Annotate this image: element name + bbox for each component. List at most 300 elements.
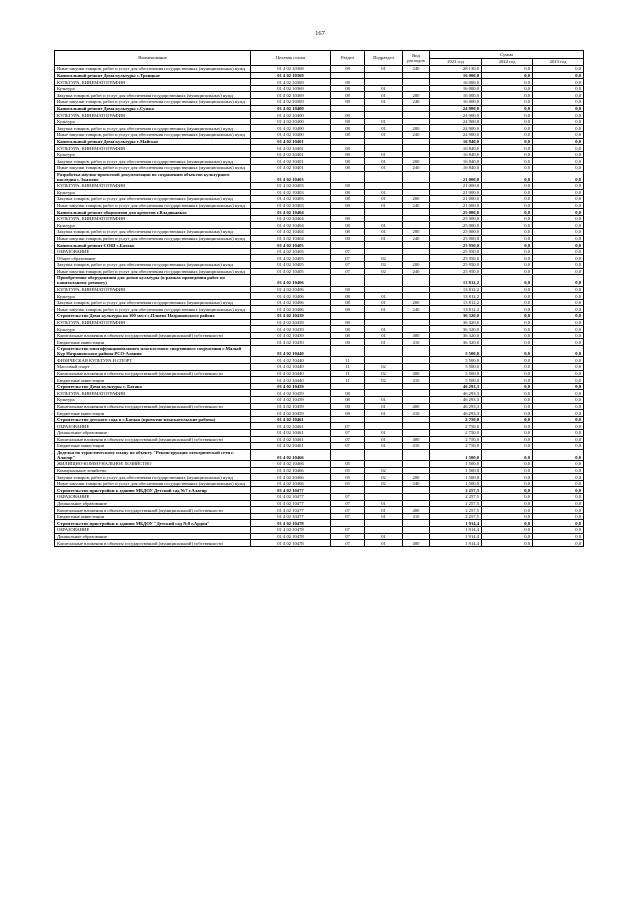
row-name: Капитальные вложения в объекты государственной (муниципальной) собственности: [55, 403, 251, 410]
row-name: Закупка товаров, работ и услуг для обеспечения государственных (муниципальных) нужд: [55, 299, 251, 306]
row-sum-2021: 5 500,0: [430, 345, 482, 356]
row-sum-2022: 0,0: [482, 262, 533, 269]
table-row: [55, 449, 584, 460]
row-name: Закупка товаров, работ и услуг для обеспечения государственных (муниципальных) нужд: [55, 474, 251, 481]
row-section: 11: [331, 357, 365, 364]
row-name: Строительство Дома культуры с. Батако: [55, 383, 251, 390]
row-name: ФИЗИЧЕСКАЯ КУЛЬТУРА И СПОРТ: [55, 357, 251, 364]
row-sum-2021: 36 320,0: [430, 313, 482, 320]
row-code: 01 4 02 10461: [251, 436, 331, 443]
budget-table: [54, 50, 584, 547]
row-code: 01 4 02 10406: [251, 275, 331, 286]
row-subsection: [365, 79, 403, 86]
table-row: [55, 461, 584, 468]
row-sum-2022: 0,0: [482, 79, 533, 86]
row-section: 08: [331, 319, 365, 326]
row-sum-2021: 25 000,0: [430, 235, 482, 242]
row-subsection: 01: [365, 196, 403, 203]
table-row: [55, 98, 584, 105]
row-sum-2022: 0,0: [482, 533, 533, 540]
row-expense-type: [403, 423, 430, 430]
header-name: Наименование: [55, 51, 251, 66]
row-expense-type: 200: [403, 196, 430, 203]
row-code: 01 4 02 10440: [251, 377, 331, 384]
row-sum-2021: 16 000,0: [430, 72, 482, 79]
row-section: 08: [331, 196, 365, 203]
row-section: 08: [331, 215, 365, 222]
row-sum-2023: 0,0: [533, 319, 584, 326]
row-code: 01 4 02 10401: [251, 164, 331, 171]
row-sum-2023: 0,0: [533, 235, 584, 242]
row-subsection: 01: [365, 229, 403, 236]
row-sum-2023: 0,0: [533, 313, 584, 320]
row-subsection: [365, 171, 403, 182]
row-sum-2021: 25 950,0: [430, 268, 482, 275]
table-row: [55, 189, 584, 196]
table-row: [55, 85, 584, 92]
row-sum-2023: 0,0: [533, 248, 584, 255]
row-sum-2023: 0,0: [533, 326, 584, 333]
row-sum-2023: 0,0: [533, 158, 584, 165]
row-code: 01 4 02 10406: [251, 286, 331, 293]
row-sum-2023: 0,0: [533, 461, 584, 468]
row-subsection: [365, 182, 403, 189]
row-sum-2023: 0,0: [533, 164, 584, 171]
row-sum-2022: 0,0: [482, 326, 533, 333]
row-section: 07: [331, 436, 365, 443]
row-name: Культура: [55, 85, 251, 92]
row-name: КУЛЬТУРА, КИНЕМАТОГРАФИЯ: [55, 390, 251, 397]
row-subsection: [365, 461, 403, 468]
row-expense-type: [403, 520, 430, 527]
header-year-2023: 2023 год: [533, 59, 584, 66]
row-subsection: [365, 416, 403, 423]
table-row: [55, 403, 584, 410]
row-code: 01 4 02 10400: [251, 118, 331, 125]
row-name: Культура: [55, 118, 251, 125]
row-expense-type: [403, 416, 430, 423]
row-sum-2022: 0,0: [482, 235, 533, 242]
row-sum-2023: 0,0: [533, 293, 584, 300]
header-code: Целевая статья: [251, 51, 331, 66]
row-sum-2021: 25 950,0: [430, 262, 482, 269]
row-name: Коммунальное хозяйство: [55, 467, 251, 474]
row-name: Капитальный ремонт Дома культуры с.Сунжа: [55, 105, 251, 112]
row-section: 08: [331, 229, 365, 236]
table-row: [55, 131, 584, 138]
row-sum-2022: 0,0: [482, 363, 533, 370]
row-sum-2021: 1 914,4: [430, 527, 482, 534]
table-row: [55, 494, 584, 501]
table-row: [55, 112, 584, 119]
row-sum-2023: 0,0: [533, 494, 584, 501]
row-name: КУЛЬТУРА, КИНЕМАТОГРАФИЯ: [55, 319, 251, 326]
row-sum-2022: 0,0: [482, 222, 533, 229]
row-sum-2023: 0,0: [533, 145, 584, 152]
row-sum-2022: 0,0: [482, 467, 533, 474]
row-expense-type: [403, 112, 430, 119]
table-row: [55, 423, 584, 430]
row-name: Иные закупки товаров, работ и услуг для обеспечения государственных (муниципальных) нужд: [55, 98, 251, 105]
row-sum-2021: 5 500,0: [430, 357, 482, 364]
row-subsection: [365, 319, 403, 326]
row-code: 01 4 02 10369: [251, 92, 331, 99]
table-row: [55, 79, 584, 86]
table-row: [55, 182, 584, 189]
row-sum-2022: 0,0: [482, 85, 533, 92]
row-subsection: [365, 449, 403, 460]
row-sum-2023: 0,0: [533, 436, 584, 443]
row-sum-2022: 0,0: [482, 507, 533, 514]
row-code: 01 4 02 10459: [251, 396, 331, 403]
row-sum-2022: 0,0: [482, 98, 533, 105]
row-sum-2022: 0,0: [482, 112, 533, 119]
row-code: 01 4 02 10400: [251, 125, 331, 132]
row-subsection: 02: [365, 370, 403, 377]
row-code: 01 4 02 10369: [251, 85, 331, 92]
table-row: [55, 202, 584, 209]
row-sum-2022: 0,0: [482, 66, 533, 73]
row-section: 08: [331, 79, 365, 86]
row-code: 01 4 02 10461: [251, 423, 331, 430]
row-code: 01 4 02 10406: [251, 306, 331, 313]
row-code: 01 4 02 10404: [251, 235, 331, 242]
row-expense-type: 240: [403, 164, 430, 171]
row-section: 07: [331, 513, 365, 520]
row-section: 07: [331, 268, 365, 275]
table-row: [55, 507, 584, 514]
row-section: 08: [331, 158, 365, 165]
row-sum-2023: 0,0: [533, 275, 584, 286]
row-sum-2021: 13 812,2: [430, 299, 482, 306]
row-sum-2022: 0,0: [482, 118, 533, 125]
table-row: [55, 313, 584, 320]
row-subsection: [365, 72, 403, 79]
row-expense-type: [403, 105, 430, 112]
page-number: 167: [315, 30, 325, 37]
row-section: 08: [331, 182, 365, 189]
table-row: [55, 235, 584, 242]
row-expense-type: [403, 138, 430, 145]
row-sum-2023: 0,0: [533, 202, 584, 209]
row-sum-2023: 0,0: [533, 403, 584, 410]
row-expense-type: [403, 467, 430, 474]
row-section: 08: [331, 293, 365, 300]
row-name: Закупка товаров, работ и услуг для обеспечения государственных (муниципальных) нужд: [55, 158, 251, 165]
row-sum-2022: 0,0: [482, 474, 533, 481]
row-subsection: 02: [365, 467, 403, 474]
row-code: 01 4 02 10477: [251, 500, 331, 507]
row-subsection: 01: [365, 306, 403, 313]
row-sum-2022: 0,0: [482, 255, 533, 262]
row-sum-2021: 2 257,5: [430, 513, 482, 520]
row-expense-type: [403, 209, 430, 216]
row-section: [331, 416, 365, 423]
row-subsection: 01: [365, 326, 403, 333]
table-row: [55, 268, 584, 275]
row-section: 08: [331, 125, 365, 132]
row-subsection: [365, 527, 403, 534]
row-code: 01 4 02 10459: [251, 403, 331, 410]
table-row: [55, 390, 584, 397]
row-sum-2021: 16 000,0: [430, 98, 482, 105]
header-expense-type: Вид расходов: [403, 51, 430, 66]
row-section: [331, 275, 365, 286]
row-name: Капитальный ремонт СОШ с.Батако: [55, 242, 251, 249]
row-subsection: 02: [365, 262, 403, 269]
row-name: Бюджетные инвестиции: [55, 410, 251, 417]
row-name: Закупка товаров, работ и услуг для обеспечения государственных (муниципальных) нужд: [55, 92, 251, 99]
row-name: Строительство пристройки к зданию МБДОУ Детский сад №7 г.Алагир: [55, 487, 251, 494]
row-sum-2023: 0,0: [533, 443, 584, 450]
table-row: [55, 164, 584, 171]
row-sum-2022: 0,0: [482, 182, 533, 189]
row-expense-type: [403, 222, 430, 229]
row-sum-2023: 0,0: [533, 339, 584, 346]
row-code: 01 4 02 10405: [251, 262, 331, 269]
row-subsection: 01: [365, 436, 403, 443]
row-name: Массовый спорт: [55, 363, 251, 370]
row-code: 01 4 02 10478: [251, 533, 331, 540]
header-section: Раздел: [331, 51, 365, 66]
row-sum-2021: 16 000,0: [430, 79, 482, 86]
row-sum-2021: 25 000,0: [430, 215, 482, 222]
row-sum-2021: 16 840,0: [430, 145, 482, 152]
row-name: Дошкольное образование: [55, 429, 251, 436]
row-name: Культура: [55, 293, 251, 300]
row-sum-2022: 0,0: [482, 171, 533, 182]
row-sum-2021: 21 000,0: [430, 189, 482, 196]
row-subsection: 01: [365, 540, 403, 547]
row-sum-2023: 0,0: [533, 513, 584, 520]
row-subsection: [365, 145, 403, 152]
row-sum-2021: 46 293,3: [430, 403, 482, 410]
row-expense-type: [403, 242, 430, 249]
row-sum-2023: 0,0: [533, 222, 584, 229]
row-sum-2021: 1 914,4: [430, 520, 482, 527]
row-subsection: 01: [365, 202, 403, 209]
row-section: 08: [331, 92, 365, 99]
row-code: 01 4 02 10440: [251, 363, 331, 370]
row-code: 01 4 02 10401: [251, 145, 331, 152]
header-sum: Сумма: [430, 51, 584, 59]
row-subsection: 01: [365, 500, 403, 507]
row-code: 01 4 02 10461: [251, 429, 331, 436]
table-row: [55, 429, 584, 436]
row-code: 01 4 02 10466: [251, 467, 331, 474]
row-name: КУЛЬТУРА, КИНЕМАТОГРАФИЯ: [55, 145, 251, 152]
row-sum-2021: 25 000,0: [430, 222, 482, 229]
row-subsection: 01: [365, 131, 403, 138]
row-name: Строительство многофункционального плоскостного спортивного сооружения с.Малый Кур Назрановского района РСО-Алания: [55, 345, 251, 356]
row-name: Культура: [55, 151, 251, 158]
row-section: 08: [331, 306, 365, 313]
row-expense-type: 240: [403, 268, 430, 275]
row-section: 08: [331, 299, 365, 306]
row-sum-2023: 0,0: [533, 533, 584, 540]
row-expense-type: [403, 171, 430, 182]
row-section: 07: [331, 500, 365, 507]
row-section: 11: [331, 363, 365, 370]
row-expense-type: 240: [403, 131, 430, 138]
row-section: 08: [331, 131, 365, 138]
row-name: Капитальные вложения в объекты государственной (муниципальной) собственности: [55, 540, 251, 547]
row-section: 08: [331, 326, 365, 333]
row-code: 01 4 02 10478: [251, 540, 331, 547]
row-code: 01 4 02 10459: [251, 410, 331, 417]
row-sum-2023: 0,0: [533, 268, 584, 275]
row-sum-2021: 1 500,0: [430, 467, 482, 474]
row-subsection: [365, 390, 403, 397]
row-expense-type: 400: [403, 507, 430, 514]
row-sum-2022: 0,0: [482, 215, 533, 222]
row-sum-2022: 0,0: [482, 520, 533, 527]
row-sum-2021: 25 950,0: [430, 255, 482, 262]
row-code: 01 4 02 10439: [251, 319, 331, 326]
row-expense-type: 410: [403, 410, 430, 417]
table-row: [55, 105, 584, 112]
table-row: [55, 383, 584, 390]
row-section: [331, 487, 365, 494]
row-name: ОБРАЗОВАНИЕ: [55, 494, 251, 501]
row-sum-2022: 0,0: [482, 151, 533, 158]
row-sum-2021: 5 500,0: [430, 363, 482, 370]
table-row: [55, 513, 584, 520]
row-code: 01 4 02 10401: [251, 151, 331, 158]
row-name: Капитальные вложения в объекты государственной (муниципальной) собственности: [55, 370, 251, 377]
row-section: 07: [331, 443, 365, 450]
row-name: КУЛЬТУРА, КИНЕМАТОГРАФИЯ: [55, 215, 251, 222]
header-year-2021: 2021 год: [430, 59, 482, 66]
row-sum-2023: 0,0: [533, 487, 584, 494]
row-subsection: [365, 209, 403, 216]
table-row: [55, 370, 584, 377]
row-expense-type: 240: [403, 306, 430, 313]
row-name: Культура: [55, 222, 251, 229]
row-code: 01 4 02 10466: [251, 461, 331, 468]
row-section: 11: [331, 370, 365, 377]
row-sum-2021: 16 840,0: [430, 138, 482, 145]
table-row: [55, 306, 584, 313]
row-sum-2022: 0,0: [482, 242, 533, 249]
row-sum-2023: 0,0: [533, 151, 584, 158]
row-sum-2021: 13 812,2: [430, 293, 482, 300]
row-subsection: [365, 494, 403, 501]
row-sum-2022: 0,0: [482, 449, 533, 460]
row-section: 08: [331, 222, 365, 229]
row-sum-2021: 24 900,0: [430, 112, 482, 119]
row-expense-type: 400: [403, 436, 430, 443]
row-sum-2022: 0,0: [482, 487, 533, 494]
row-subsection: 02: [365, 377, 403, 384]
row-sum-2021: 36 320,0: [430, 332, 482, 339]
row-code: 01 4 02 10478: [251, 527, 331, 534]
table-row: [55, 396, 584, 403]
row-section: 08: [331, 164, 365, 171]
row-sum-2021: 1 500,0: [430, 474, 482, 481]
row-expense-type: 400: [403, 403, 430, 410]
row-sum-2023: 0,0: [533, 507, 584, 514]
row-sum-2023: 0,0: [533, 332, 584, 339]
row-sum-2021: 36 320,0: [430, 326, 482, 333]
row-section: 07: [331, 494, 365, 501]
row-expense-type: 240: [403, 98, 430, 105]
table-row: [55, 275, 584, 286]
row-expense-type: 400: [403, 540, 430, 547]
row-expense-type: [403, 461, 430, 468]
row-expense-type: [403, 487, 430, 494]
row-expense-type: [403, 215, 430, 222]
row-code: 01 4 02 10466: [251, 480, 331, 487]
row-expense-type: 400: [403, 370, 430, 377]
row-name: Иные закупки товаров, работ и услуг для обеспечения государственных (муниципальных) нужд: [55, 306, 251, 313]
row-sum-2023: 0,0: [533, 92, 584, 99]
row-sum-2022: 0,0: [482, 370, 533, 377]
row-section: [331, 449, 365, 460]
row-subsection: [365, 286, 403, 293]
row-sum-2021: 46 293,3: [430, 390, 482, 397]
row-sum-2023: 0,0: [533, 429, 584, 436]
row-expense-type: [403, 396, 430, 403]
row-expense-type: [403, 85, 430, 92]
row-sum-2022: 0,0: [482, 500, 533, 507]
row-name: ОБРАЗОВАНИЕ: [55, 423, 251, 430]
row-sum-2022: 0,0: [482, 494, 533, 501]
row-subsection: 01: [365, 533, 403, 540]
row-code: 01 4 02 10369: [251, 72, 331, 79]
row-code: 01 4 02 10368: [251, 66, 331, 73]
row-subsection: 01: [365, 443, 403, 450]
row-sum-2021: 46 293,3: [430, 410, 482, 417]
table-row: [55, 92, 584, 99]
row-sum-2023: 0,0: [533, 520, 584, 527]
row-section: [331, 345, 365, 356]
row-sum-2022: 0,0: [482, 383, 533, 390]
row-sum-2023: 0,0: [533, 242, 584, 249]
row-subsection: [365, 215, 403, 222]
row-sum-2023: 0,0: [533, 255, 584, 262]
row-name: КУЛЬТУРА, КИНЕМАТОГРАФИЯ: [55, 112, 251, 119]
table-row: [55, 474, 584, 481]
row-code: 01 4 02 10466: [251, 474, 331, 481]
row-name: Капитальные вложения в объекты государственной (муниципальной) собственности: [55, 332, 251, 339]
row-code: 01 4 02 10466: [251, 449, 331, 460]
row-subsection: 01: [365, 189, 403, 196]
row-sum-2023: 0,0: [533, 229, 584, 236]
table-row: [55, 377, 584, 384]
row-sum-2021: 25 950,0: [430, 242, 482, 249]
row-code: 01 4 02 10369: [251, 79, 331, 86]
row-code: 01 4 02 10439: [251, 332, 331, 339]
row-section: 07: [331, 527, 365, 534]
row-sum-2021: 16 000,0: [430, 85, 482, 92]
row-section: 08: [331, 332, 365, 339]
row-sum-2021: 24 900,0: [430, 105, 482, 112]
row-sum-2022: 0,0: [482, 513, 533, 520]
row-sum-2022: 0,0: [482, 443, 533, 450]
row-sum-2021: 1 500,0: [430, 480, 482, 487]
row-section: 07: [331, 423, 365, 430]
row-subsection: 02: [365, 474, 403, 481]
row-sum-2023: 0,0: [533, 286, 584, 293]
row-subsection: 01: [365, 158, 403, 165]
table-row: [55, 248, 584, 255]
row-section: 08: [331, 235, 365, 242]
row-expense-type: [403, 494, 430, 501]
row-name: Иные закупки товаров, работ и услуг для обеспечения государственных (муниципальных) нужд: [55, 66, 251, 73]
table-row: [55, 533, 584, 540]
row-expense-type: [403, 383, 430, 390]
